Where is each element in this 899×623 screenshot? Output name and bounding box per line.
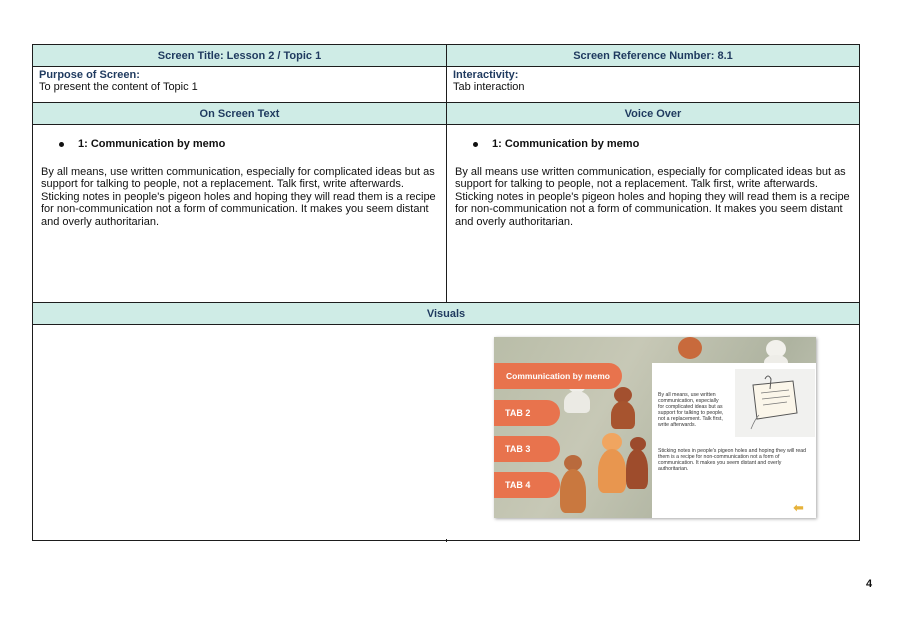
purpose-value: To present the content of Topic 1: [39, 81, 198, 93]
voice-over-paragraph: By all means use written communication, especially for complicated ideas but as support for talking to people, not a replacement. Talk first, write afterwards. Sticking notes in people's pigeon holes and hoping they will read them is a recipe for non-communication not a form of communication. It makes you seem distant and overly authoritarian.: [455, 165, 850, 228]
pawn-head-orange: [678, 337, 702, 359]
storyboard-table: [32, 44, 860, 541]
slide-text-1: By all means, use written communication, especially for complicated ideas but as support for talking to people, not a replacement. Talk first, write afterwards.: [658, 392, 724, 429]
slide-preview: [494, 337, 816, 518]
slide-tab-communication-by-memo[interactable]: Communication by memo: [494, 363, 622, 389]
voice-over-bullet: [473, 138, 851, 151]
pawn-body-white: [564, 391, 590, 413]
pawn-body-brown: [626, 449, 648, 489]
on-screen-text-cell: [32, 124, 447, 303]
pawn-body-brown: [611, 401, 635, 429]
bullet-dot-icon: [59, 142, 64, 147]
slide-text-2: Sticking notes in people's pigeon holes and hoping they will read them is a recipe for non-communication not a form of communication. It makes you seem distant and overly authoritarian.: [658, 448, 807, 473]
on-screen-text-header: On Screen Text: [32, 102, 447, 125]
screen-title: Screen Title: Lesson 2 / Topic 1: [32, 44, 447, 67]
on-screen-bullet: [59, 138, 438, 151]
back-arrow-icon[interactable]: ⬅: [793, 500, 804, 515]
pawn-body-brown: [560, 469, 586, 513]
purpose-label: Purpose of Screen:: [39, 69, 140, 81]
screen-reference: Screen Reference Number: 8.1: [446, 44, 860, 67]
page-number: 4: [866, 578, 873, 590]
interactivity-label: Interactivity:: [453, 69, 519, 81]
voice-over-cell: [446, 124, 860, 303]
on-screen-paragraph: By all means, use written communication, especially for complicated ideas but as support for talking to people, not a replacement. Talk first, write afterwards. Sticking notes in people's pigeon holes and hoping they will read them is a recipe for non-communication not a form of communication. It makes you seem distant and overly authoritarian.: [41, 165, 436, 228]
interactivity-value: Tab interaction: [453, 81, 525, 93]
slide-tab-3[interactable]: TAB 3: [494, 436, 560, 462]
voice-over-bullet-text: 1: Communication by memo: [492, 138, 640, 150]
slide-tab-2[interactable]: TAB 2: [494, 400, 560, 426]
on-screen-bullet-text: 1: Communication by memo: [78, 138, 226, 150]
visuals-cell: [32, 324, 860, 541]
interactivity-cell: [446, 66, 860, 103]
visuals-header: Visuals: [32, 302, 860, 325]
purpose-cell: [32, 66, 447, 103]
memo-note-icon: [735, 369, 815, 437]
slide-tab-4[interactable]: TAB 4: [494, 472, 560, 498]
column-divider-tick: [446, 539, 447, 542]
voice-over-header: Voice Over: [446, 102, 860, 125]
pawn-body-orange: [598, 449, 626, 493]
bullet-dot-icon: [473, 142, 478, 147]
